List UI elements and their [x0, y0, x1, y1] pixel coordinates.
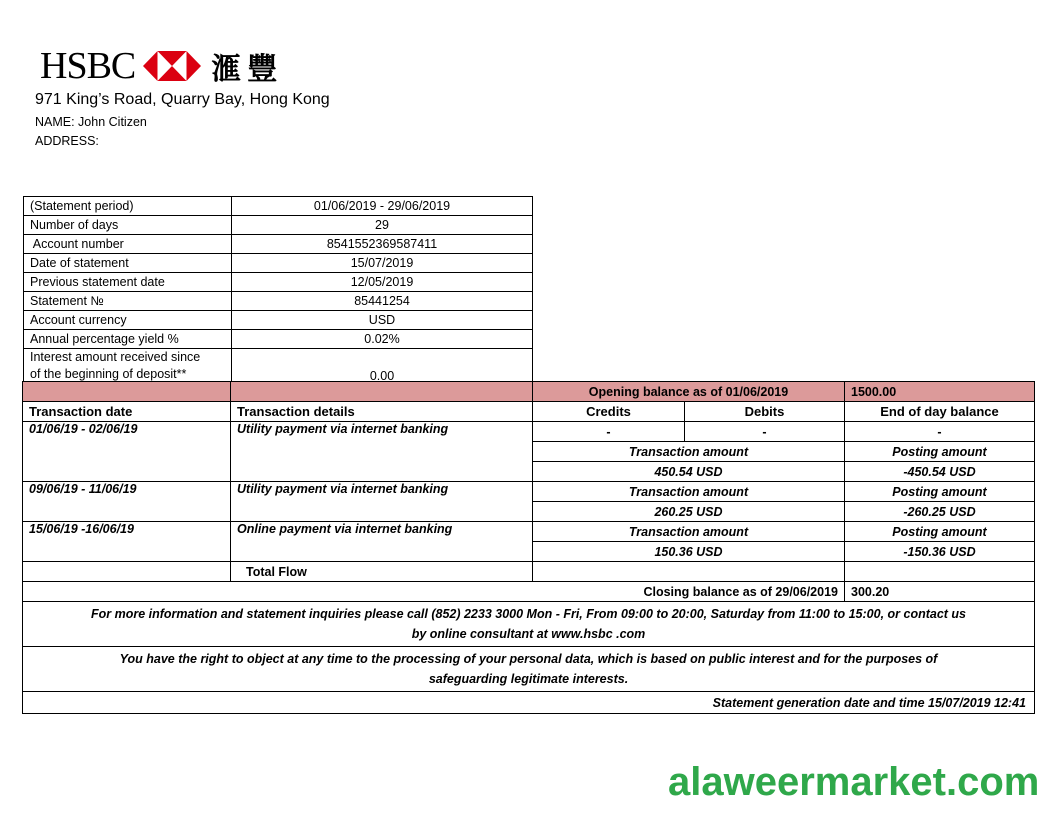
account-info-table — [23, 196, 533, 384]
closing-balance-row — [23, 582, 1035, 602]
account-info-value: USD — [232, 311, 533, 330]
account-info-row — [24, 311, 533, 330]
account-info-row — [24, 216, 533, 235]
transaction-amount-value: 260.25 USD — [533, 502, 845, 522]
logo-chinese-text: 滙豐 — [211, 52, 284, 87]
account-info-row — [24, 197, 533, 216]
col-transaction-details: Transaction details — [231, 402, 533, 422]
account-info-label: Statement № — [24, 292, 232, 311]
transaction-amount-label: Transaction amount — [533, 442, 845, 462]
transaction-details: Utility payment via internet banking — [231, 422, 533, 482]
closing-balance-label: Closing balance as of 29/06/2019 — [23, 582, 845, 602]
transaction-date: 01/06/19 - 02/06/19 — [23, 422, 231, 482]
hsbc-logo — [40, 44, 283, 88]
transaction-details: Utility payment via internet banking — [231, 482, 533, 522]
account-info-value: 0.02% — [232, 330, 533, 349]
account-info-label: (Statement period) — [24, 197, 232, 216]
interest-label: Interest amount received since of the beginning of deposit** — [24, 349, 232, 384]
opening-balance-label: Opening balance as of 01/06/2019 — [533, 382, 845, 402]
col-credits: Credits — [533, 402, 685, 422]
table-row — [23, 422, 1035, 442]
posting-amount-value: -150.36 USD — [845, 542, 1035, 562]
account-info-value: 8541552369587411 — [232, 235, 533, 254]
account-info-label: Annual percentage yield % — [24, 330, 232, 349]
transaction-date: 09/06/19 - 11/06/19 — [23, 482, 231, 522]
logo-text: HSBC — [40, 45, 136, 87]
total-flow-row — [23, 562, 1035, 582]
table-row — [23, 482, 1035, 502]
rights-note-row — [23, 647, 1035, 692]
col-transaction-date: Transaction date — [23, 402, 231, 422]
opening-balance-value: 1500.00 — [845, 382, 1035, 402]
balance-dash: - — [845, 422, 1035, 442]
posting-amount-label: Posting amount — [845, 522, 1035, 542]
account-info-label: Account currency — [24, 311, 232, 330]
account-info-row — [24, 235, 533, 254]
transaction-amount-value: 450.54 USD — [533, 462, 845, 482]
account-info-row — [24, 330, 533, 349]
transaction-amount-label: Transaction amount — [533, 482, 845, 502]
transaction-details: Online payment via internet banking — [231, 522, 533, 562]
posting-amount-value: -450.54 USD — [845, 462, 1035, 482]
bank-address: 971 King’s Road, Quarry Bay, Hong Kong — [35, 91, 330, 108]
account-info-value: 85441254 — [232, 292, 533, 311]
account-info-row — [24, 254, 533, 273]
transaction-amount-value: 150.36 USD — [533, 542, 845, 562]
account-info-value: 29 — [232, 216, 533, 235]
account-info-value: 15/07/2019 — [232, 254, 533, 273]
column-header-row — [23, 402, 1035, 422]
account-info-label: Account number — [24, 235, 232, 254]
posting-amount-label: Posting amount — [845, 482, 1035, 502]
info-note-row — [23, 602, 1035, 647]
interest-value: 0.00 — [232, 349, 533, 384]
credits-dash: - — [533, 422, 685, 442]
opening-balance-row — [23, 382, 1035, 402]
account-info-label: Number of days — [24, 216, 232, 235]
account-info-label: Previous statement date — [24, 273, 232, 292]
transaction-amount-label: Transaction amount — [533, 522, 845, 542]
generated-row — [23, 692, 1035, 714]
transactions-table — [22, 381, 1035, 714]
posting-amount-value: -260.25 USD — [845, 502, 1035, 522]
account-info-row — [24, 292, 533, 311]
rights-note: You have the right to object at any time to the processing of your personal data, which is based on public interest and for the purposes of safeguarding legitimate interests. — [23, 647, 1035, 692]
hexagon-logo-icon — [143, 51, 201, 81]
col-debits: Debits — [685, 402, 845, 422]
customer-address: ADDRESS: — [35, 134, 99, 148]
statement-generated-time: Statement generation date and time 15/07/2019 12:41 — [23, 692, 1035, 714]
interest-row — [24, 349, 533, 384]
info-note: For more information and statement inquiries please call (852) 2233 3000 Mon - Fri, From 09:00 to 20:00, Saturday from 11:00 to 15:00, or contact us by online consultant at www.hsbc .com — [23, 602, 1035, 647]
account-info-row — [24, 273, 533, 292]
table-row — [23, 522, 1035, 542]
col-end-of-day-balance: End of day balance — [845, 402, 1035, 422]
posting-amount-label: Posting amount — [845, 442, 1035, 462]
account-info-label: Date of statement — [24, 254, 232, 273]
total-flow-label: Total Flow — [231, 562, 533, 582]
closing-balance-value: 300.20 — [845, 582, 1035, 602]
transaction-date: 15/06/19 -16/06/19 — [23, 522, 231, 562]
customer-name: NAME: John Citizen — [35, 115, 147, 129]
debits-dash: - — [685, 422, 845, 442]
watermark: alaweermarket.com — [668, 760, 1040, 804]
account-info-value: 01/06/2019 - 29/06/2019 — [232, 197, 533, 216]
account-info-value: 12/05/2019 — [232, 273, 533, 292]
